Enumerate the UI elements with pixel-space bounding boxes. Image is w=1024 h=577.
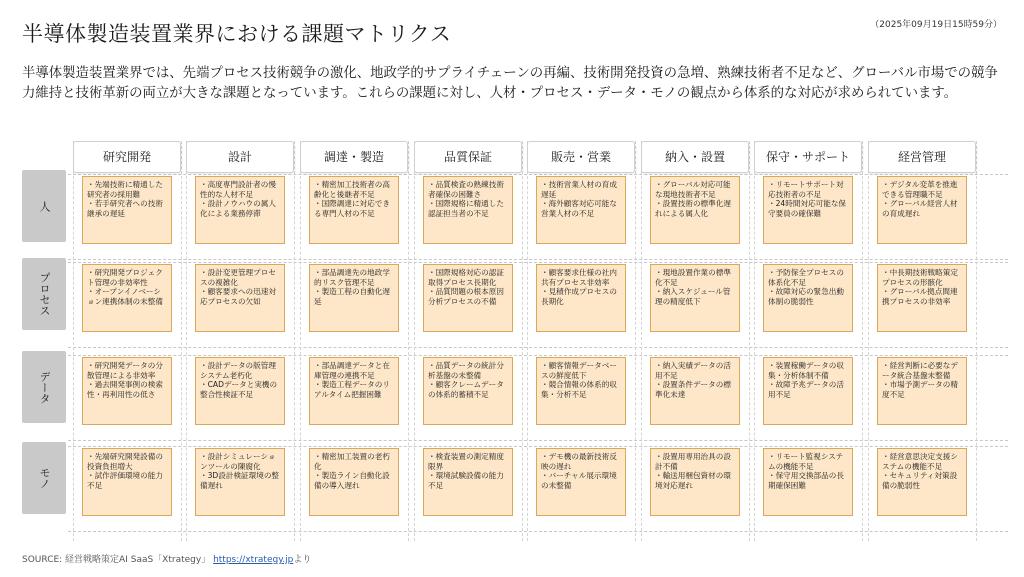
matrix-cell bbox=[82, 264, 172, 332]
column-divider bbox=[641, 141, 642, 541]
cell-issue-item: ・品質問題の根本原因分析プロセスの不備 bbox=[428, 287, 504, 306]
matrix-cell bbox=[423, 357, 513, 425]
row-label-text: モノ bbox=[38, 467, 51, 489]
cell-issue-item: ・市場予測データの精度不足 bbox=[882, 380, 958, 399]
cell-issue-item: ・高度専門設計者の慢性的な人材不足 bbox=[200, 180, 276, 199]
column-divider bbox=[414, 141, 415, 541]
column-divider bbox=[976, 141, 977, 541]
cell-issue-item: ・品質検査の熟練技術者確保の困難さ bbox=[428, 180, 504, 199]
intro-paragraph: 半導体製造装置業界では、先端プロセス技術競争の激化、地政学的サプライチェーンの再編、技術開発投資の急増、熟練技術者不足など、グローバル市場での競争力維持と技術革新の両立が大きな課題となっています。これらの課題に対し、人材・プロセス・データ・モノの観点から体系的な対応が求められています。 bbox=[22, 66, 998, 101]
cell-issue-item: ・製造ライン自動化設備の導入遅れ bbox=[314, 471, 390, 490]
cell-issue-item: ・設計ノウハウの属人化による業務停滞 bbox=[200, 199, 276, 218]
cell-issue-item: ・技術営業人材の育成遅延 bbox=[541, 180, 617, 199]
cell-issue-item: ・若手研究者への技術継承の遅延 bbox=[87, 199, 163, 218]
cell-issue-item: ・設置技術の標準化遅れによる属人化 bbox=[655, 199, 731, 218]
cell-issue-item: ・部品調達先の地政学的リスク管理不足 bbox=[314, 268, 390, 287]
cell-issue-item: ・輸送用梱包資材の環境対応遅れ bbox=[655, 471, 731, 490]
cell-issue-item: ・グローバル対応可能な現地技術者不足 bbox=[655, 180, 731, 199]
matrix-cell bbox=[423, 176, 513, 244]
cell-issue-item: ・見積作成プロセスの長期化 bbox=[541, 287, 617, 306]
column-divider bbox=[294, 141, 295, 541]
cell-issue-item: ・試作評価環境の能力不足 bbox=[87, 471, 163, 490]
row-label-text: プロセス bbox=[38, 272, 51, 316]
matrix-cell bbox=[423, 448, 513, 516]
matrix-cell bbox=[536, 176, 626, 244]
matrix-cell bbox=[877, 176, 967, 244]
cell-issue-item: ・設置条件データの標準化未達 bbox=[655, 380, 731, 399]
matrix-cell bbox=[195, 264, 285, 332]
column-divider bbox=[749, 141, 750, 541]
column-divider bbox=[868, 141, 869, 541]
cell-issue-item: ・24時間対応可能な保守要員の確保難 bbox=[768, 199, 847, 218]
column-divider bbox=[181, 141, 182, 541]
matrix-cell bbox=[82, 448, 172, 516]
column-header: 品質保証 bbox=[414, 141, 522, 173]
cell-issue-item: ・先端技術に精通した研究者の採用難 bbox=[87, 180, 163, 199]
cell-issue-item: ・過去開発事例の検索性・再利用性の低さ bbox=[87, 380, 163, 399]
matrix-cell bbox=[877, 448, 967, 516]
row-label-text: 人 bbox=[38, 200, 51, 212]
column-divider bbox=[73, 141, 74, 541]
cell-issue-item: ・故障予兆データの活用不足 bbox=[768, 380, 844, 399]
matrix-cell bbox=[536, 357, 626, 425]
matrix-cell bbox=[423, 264, 513, 332]
source-suffix: より bbox=[293, 555, 312, 565]
cell-issue-item: ・顧客情報データベースの鮮度低下 bbox=[541, 361, 617, 380]
matrix-cell bbox=[536, 448, 626, 516]
cell-issue-item: ・国際規格に精通した認証担当者の不足 bbox=[428, 199, 504, 218]
source-footer bbox=[22, 552, 311, 565]
cell-issue-item: ・現地設置作業の標準化不足 bbox=[655, 268, 731, 287]
cell-issue-item: ・セキュリティ対策設備の脆弱性 bbox=[882, 471, 958, 490]
row-label-text: データ bbox=[38, 370, 51, 404]
column-divider bbox=[635, 141, 636, 541]
page-title: 半導体製造装置業界における課題マトリクス bbox=[22, 22, 452, 46]
column-divider bbox=[754, 141, 755, 541]
cell-issue-item: ・検査装置の測定精度限界 bbox=[428, 452, 504, 471]
cell-issue-item: ・先端研究開発設備の投資負担増大 bbox=[87, 452, 163, 471]
cell-issue-item: ・研究開発データの分散管理による非効率 bbox=[87, 361, 163, 380]
cell-issue-item: ・リモート監視システムの機能不足 bbox=[768, 452, 844, 471]
column-divider bbox=[522, 141, 523, 541]
source-link[interactable]: https://xtrategy.jp bbox=[213, 555, 294, 565]
cell-issue-item: ・顧客クレームデータの体系的蓄積不足 bbox=[428, 380, 504, 399]
matrix-cell bbox=[877, 357, 967, 425]
cell-issue-item: ・精密加工装置の老朽化 bbox=[314, 452, 390, 471]
column-divider bbox=[186, 141, 187, 541]
cell-issue-item: ・経営意思決定支援システムの機能不足 bbox=[882, 452, 958, 471]
row-label bbox=[22, 442, 66, 514]
matrix-cell bbox=[195, 357, 285, 425]
cell-issue-item: ・国際調達に対応できる専門人材の不足 bbox=[314, 199, 390, 218]
matrix-cell bbox=[82, 176, 172, 244]
matrix-cell bbox=[763, 176, 853, 244]
cell-issue-item: ・顧客要求仕様の社内共有プロセス非効率 bbox=[541, 268, 617, 287]
column-header: 研究開発 bbox=[73, 141, 181, 173]
row-label bbox=[22, 258, 66, 330]
cell-issue-item: ・精密加工技術者の高齢化と後継者不足 bbox=[314, 180, 390, 199]
matrix-cell bbox=[195, 448, 285, 516]
matrix-cell bbox=[309, 264, 399, 332]
matrix-cell bbox=[763, 264, 853, 332]
matrix-cell bbox=[650, 176, 740, 244]
column-header: 調達・製造 bbox=[300, 141, 408, 173]
cell-issue-item: ・製造工程の自動化遅延 bbox=[314, 287, 390, 306]
matrix-cell bbox=[536, 264, 626, 332]
column-divider bbox=[527, 141, 528, 541]
cell-issue-item: ・CADデータと実機の整合性検証不足 bbox=[200, 380, 278, 399]
source-prefix: SOURCE: 経営戦略策定AI SaaS「Xtrategy」 bbox=[22, 555, 211, 565]
cell-issue-item: ・納入スケジュール管理の精度低下 bbox=[655, 287, 731, 306]
cell-issue-item: ・予防保全プロセスの体系化不足 bbox=[768, 268, 844, 287]
cell-issue-item: ・競合情報の体系的収集・分析不足 bbox=[541, 380, 617, 399]
cell-issue-item: ・品質データの統計分析基盤の未整備 bbox=[428, 361, 504, 380]
column-header: 納入・設置 bbox=[641, 141, 749, 173]
cell-issue-item: ・経営判断に必要なデータ統合基盤未整備 bbox=[882, 361, 958, 380]
cell-issue-item: ・グローバル拠点間連携プロセスの非効率 bbox=[882, 287, 958, 306]
cell-issue-item: ・設置用専用治具の設計不備 bbox=[655, 452, 731, 471]
timestamp: （2025年09月19日15時59分） bbox=[870, 20, 1002, 30]
cell-issue-item: ・納入実績データの活用不足 bbox=[655, 361, 731, 380]
cell-issue-item: ・製造工程データのリアルタイム把握困難 bbox=[314, 380, 390, 399]
row-label bbox=[22, 351, 66, 423]
matrix-cell bbox=[650, 264, 740, 332]
cell-issue-item: ・海外顧客対応可能な営業人材の不足 bbox=[541, 199, 617, 218]
column-header: 販売・営業 bbox=[527, 141, 635, 173]
column-header: 設計 bbox=[186, 141, 294, 173]
cell-issue-item: ・設計変更管理プロセスの複雑化 bbox=[200, 268, 276, 287]
cell-issue-item: ・3D設計検証環境の整備遅れ bbox=[200, 471, 280, 490]
cell-issue-item: ・国際規格対応の認証取得プロセス長期化 bbox=[428, 268, 504, 287]
column-divider bbox=[408, 141, 409, 541]
column-header: 経営管理 bbox=[868, 141, 976, 173]
matrix-cell bbox=[309, 176, 399, 244]
matrix-cell bbox=[309, 357, 399, 425]
cell-issue-item: ・故障対応の緊急出動体制の脆弱性 bbox=[768, 287, 844, 306]
cell-issue-item: ・バーチャル展示環境の未整備 bbox=[541, 471, 617, 490]
column-divider bbox=[300, 141, 301, 541]
column-divider bbox=[862, 141, 863, 541]
row-label bbox=[22, 170, 66, 242]
matrix-cell bbox=[877, 264, 967, 332]
cell-issue-item: ・リモートサポート対応技術者の不足 bbox=[768, 180, 844, 199]
cell-issue-item: ・設計シミュレーションツールの陳腐化 bbox=[200, 452, 276, 471]
cell-issue-item: ・保守用交換部品の長期確保困難 bbox=[768, 471, 844, 490]
matrix-cell bbox=[650, 448, 740, 516]
matrix-cell bbox=[763, 357, 853, 425]
matrix-cell bbox=[763, 448, 853, 516]
cell-issue-item: ・グローバル経営人材の育成遅れ bbox=[882, 199, 958, 218]
cell-issue-item: ・中長期技術戦略策定プロセスの形骸化 bbox=[882, 268, 958, 287]
cell-issue-item: ・装置稼働データの収集・分析体制不備 bbox=[768, 361, 844, 380]
matrix-cell bbox=[650, 357, 740, 425]
cell-issue-item: ・顧客要求への迅速対応プロセスの欠如 bbox=[200, 287, 276, 306]
cell-issue-item: ・研究開発プロジェクト管理の非効率性 bbox=[87, 268, 163, 287]
cell-issue-item: ・設計データの版管理システム老朽化 bbox=[200, 361, 276, 380]
cell-issue-item: ・デモ機の最新技術反映の遅れ bbox=[541, 452, 617, 471]
cell-issue-item: ・デジタル変革を推進できる管理職不足 bbox=[882, 180, 958, 199]
cell-issue-item: ・部品調達データと在庫管理の連携不足 bbox=[314, 361, 390, 380]
column-header: 保守・サポート bbox=[754, 141, 862, 173]
cell-issue-item: ・環境試験設備の能力不足 bbox=[428, 471, 504, 490]
cell-issue-item: ・オープンイノベーション連携体制の未整備 bbox=[87, 287, 163, 306]
matrix-cell bbox=[309, 448, 399, 516]
matrix-cell bbox=[82, 357, 172, 425]
matrix-cell bbox=[195, 176, 285, 244]
